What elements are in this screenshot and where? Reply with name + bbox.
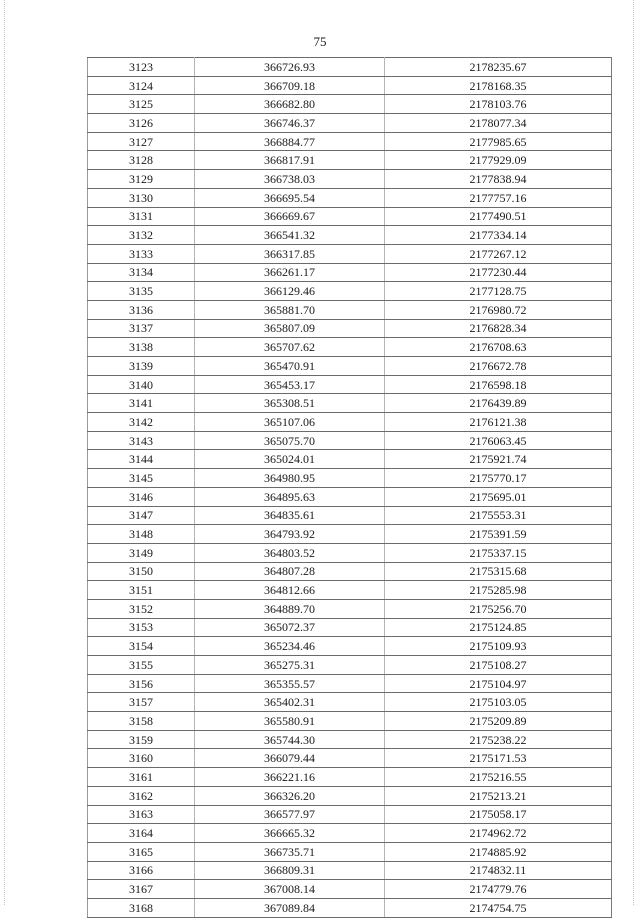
y-coordinate-cell: 2176121.38 xyxy=(385,413,612,432)
x-coordinate-cell: 367008.14 xyxy=(195,880,385,899)
point-id-cell: 3135 xyxy=(88,282,195,301)
y-coordinate-cell: 2178168.35 xyxy=(385,76,612,95)
x-coordinate-cell: 365075.70 xyxy=(195,431,385,450)
y-coordinate-cell: 2175391.59 xyxy=(385,525,612,544)
x-coordinate-cell: 366817.91 xyxy=(195,151,385,170)
y-coordinate-cell: 2174962.72 xyxy=(385,824,612,843)
y-coordinate-cell: 2175213.21 xyxy=(385,786,612,805)
x-coordinate-cell: 366261.17 xyxy=(195,263,385,282)
point-id-cell: 3156 xyxy=(88,674,195,693)
table-row xyxy=(88,730,612,749)
y-coordinate-cell: 2174885.92 xyxy=(385,842,612,861)
y-coordinate-cell: 2176708.63 xyxy=(385,338,612,357)
table-row xyxy=(88,637,612,656)
x-coordinate-cell: 366669.67 xyxy=(195,207,385,226)
point-id-cell: 3139 xyxy=(88,357,195,376)
point-id-cell: 3154 xyxy=(88,637,195,656)
point-id-cell: 3166 xyxy=(88,861,195,880)
table-row xyxy=(88,413,612,432)
point-id-cell: 3153 xyxy=(88,618,195,637)
x-coordinate-cell: 364835.61 xyxy=(195,506,385,525)
y-coordinate-cell: 2175104.97 xyxy=(385,674,612,693)
x-coordinate-cell: 365470.91 xyxy=(195,357,385,376)
y-coordinate-cell: 2176980.72 xyxy=(385,300,612,319)
y-coordinate-cell: 2176063.45 xyxy=(385,431,612,450)
point-id-cell: 3144 xyxy=(88,450,195,469)
table-row xyxy=(88,674,612,693)
x-coordinate-cell: 365707.62 xyxy=(195,338,385,357)
table-row xyxy=(88,132,612,151)
y-coordinate-cell: 2174832.11 xyxy=(385,861,612,880)
table-row xyxy=(88,263,612,282)
point-id-cell: 3138 xyxy=(88,338,195,357)
x-coordinate-cell: 364812.66 xyxy=(195,581,385,600)
y-coordinate-cell: 2175216.55 xyxy=(385,768,612,787)
point-id-cell: 3134 xyxy=(88,263,195,282)
x-coordinate-cell: 366326.20 xyxy=(195,786,385,805)
y-coordinate-cell: 2175770.17 xyxy=(385,469,612,488)
point-id-cell: 3140 xyxy=(88,375,195,394)
x-coordinate-cell: 366709.18 xyxy=(195,76,385,95)
point-id-cell: 3124 xyxy=(88,76,195,95)
y-coordinate-cell: 2175337.15 xyxy=(385,543,612,562)
x-coordinate-cell: 365453.17 xyxy=(195,375,385,394)
x-coordinate-cell: 364807.28 xyxy=(195,562,385,581)
table-row xyxy=(88,786,612,805)
x-coordinate-cell: 366577.97 xyxy=(195,805,385,824)
coordinate-table-body xyxy=(88,58,612,918)
y-coordinate-cell: 2175124.85 xyxy=(385,618,612,637)
x-coordinate-cell: 366809.31 xyxy=(195,861,385,880)
y-coordinate-cell: 2176672.78 xyxy=(385,357,612,376)
point-id-cell: 3143 xyxy=(88,431,195,450)
x-coordinate-cell: 364889.70 xyxy=(195,599,385,618)
table-row xyxy=(88,861,612,880)
table-row xyxy=(88,599,612,618)
point-id-cell: 3132 xyxy=(88,226,195,245)
table-row xyxy=(88,581,612,600)
y-coordinate-cell: 2176598.18 xyxy=(385,375,612,394)
y-coordinate-cell: 2177267.12 xyxy=(385,244,612,263)
table-row xyxy=(88,880,612,899)
x-coordinate-cell: 366884.77 xyxy=(195,132,385,151)
y-coordinate-cell: 2175553.31 xyxy=(385,506,612,525)
coordinate-table xyxy=(87,57,612,918)
y-coordinate-cell: 2175315.68 xyxy=(385,562,612,581)
point-id-cell: 3137 xyxy=(88,319,195,338)
point-id-cell: 3130 xyxy=(88,188,195,207)
point-id-cell: 3127 xyxy=(88,132,195,151)
table-row xyxy=(88,170,612,189)
table-row xyxy=(88,656,612,675)
point-id-cell: 3164 xyxy=(88,824,195,843)
y-coordinate-cell: 2177334.14 xyxy=(385,226,612,245)
x-coordinate-cell: 365308.51 xyxy=(195,394,385,413)
table-row xyxy=(88,431,612,450)
point-id-cell: 3157 xyxy=(88,693,195,712)
x-coordinate-cell: 366221.16 xyxy=(195,768,385,787)
table-row xyxy=(88,319,612,338)
point-id-cell: 3155 xyxy=(88,656,195,675)
table-row xyxy=(88,506,612,525)
table-row xyxy=(88,114,612,133)
x-coordinate-cell: 364793.92 xyxy=(195,525,385,544)
table-row xyxy=(88,712,612,731)
point-id-cell: 3151 xyxy=(88,581,195,600)
table-row xyxy=(88,525,612,544)
y-coordinate-cell: 2175209.89 xyxy=(385,712,612,731)
y-coordinate-cell: 2177985.65 xyxy=(385,132,612,151)
table-row xyxy=(88,768,612,787)
point-id-cell: 3148 xyxy=(88,525,195,544)
x-coordinate-cell: 366541.32 xyxy=(195,226,385,245)
x-coordinate-cell: 365107.06 xyxy=(195,413,385,432)
y-coordinate-cell: 2175238.22 xyxy=(385,730,612,749)
point-id-cell: 3150 xyxy=(88,562,195,581)
point-id-cell: 3128 xyxy=(88,151,195,170)
point-id-cell: 3160 xyxy=(88,749,195,768)
table-row xyxy=(88,562,612,581)
x-coordinate-cell: 364803.52 xyxy=(195,543,385,562)
point-id-cell: 3161 xyxy=(88,768,195,787)
y-coordinate-cell: 2175109.93 xyxy=(385,637,612,656)
point-id-cell: 3142 xyxy=(88,413,195,432)
table-row xyxy=(88,76,612,95)
point-id-cell: 3136 xyxy=(88,300,195,319)
y-coordinate-cell: 2176439.89 xyxy=(385,394,612,413)
y-coordinate-cell: 2175921.74 xyxy=(385,450,612,469)
point-id-cell: 3147 xyxy=(88,506,195,525)
y-coordinate-cell: 2174754.75 xyxy=(385,898,612,917)
table-row xyxy=(88,824,612,843)
point-id-cell: 3145 xyxy=(88,469,195,488)
point-id-cell: 3167 xyxy=(88,880,195,899)
y-coordinate-cell: 2176828.34 xyxy=(385,319,612,338)
point-id-cell: 3149 xyxy=(88,543,195,562)
x-coordinate-cell: 366726.93 xyxy=(195,58,385,77)
point-id-cell: 3146 xyxy=(88,487,195,506)
y-coordinate-cell: 2175285.98 xyxy=(385,581,612,600)
y-coordinate-cell: 2175171.53 xyxy=(385,749,612,768)
y-coordinate-cell: 2178235.67 xyxy=(385,58,612,77)
x-coordinate-cell: 366738.03 xyxy=(195,170,385,189)
table-row xyxy=(88,469,612,488)
table-row xyxy=(88,450,612,469)
y-coordinate-cell: 2178077.34 xyxy=(385,114,612,133)
x-coordinate-cell: 364895.63 xyxy=(195,487,385,506)
y-coordinate-cell: 2177757.16 xyxy=(385,188,612,207)
y-coordinate-cell: 2177490.51 xyxy=(385,207,612,226)
x-coordinate-cell: 365275.31 xyxy=(195,656,385,675)
point-id-cell: 3125 xyxy=(88,95,195,114)
y-coordinate-cell: 2178103.76 xyxy=(385,95,612,114)
point-id-cell: 3165 xyxy=(88,842,195,861)
x-coordinate-cell: 365881.70 xyxy=(195,300,385,319)
table-row xyxy=(88,338,612,357)
y-coordinate-cell: 2175695.01 xyxy=(385,487,612,506)
x-coordinate-cell: 366735.71 xyxy=(195,842,385,861)
table-row xyxy=(88,898,612,917)
table-row xyxy=(88,282,612,301)
point-id-cell: 3158 xyxy=(88,712,195,731)
scan-edge-left xyxy=(4,0,6,905)
y-coordinate-cell: 2177128.75 xyxy=(385,282,612,301)
point-id-cell: 3129 xyxy=(88,170,195,189)
x-coordinate-cell: 366665.32 xyxy=(195,824,385,843)
point-id-cell: 3168 xyxy=(88,898,195,917)
point-id-cell: 3131 xyxy=(88,207,195,226)
page-number: 75 xyxy=(313,34,327,49)
x-coordinate-cell: 365580.91 xyxy=(195,712,385,731)
x-coordinate-cell: 367089.84 xyxy=(195,898,385,917)
y-coordinate-cell: 2177929.09 xyxy=(385,151,612,170)
point-id-cell: 3152 xyxy=(88,599,195,618)
point-id-cell: 3163 xyxy=(88,805,195,824)
y-coordinate-cell: 2177230.44 xyxy=(385,263,612,282)
table-row xyxy=(88,749,612,768)
x-coordinate-cell: 366746.37 xyxy=(195,114,385,133)
table-row xyxy=(88,375,612,394)
scan-edge-right xyxy=(633,0,635,905)
point-id-cell: 3126 xyxy=(88,114,195,133)
y-coordinate-cell: 2175256.70 xyxy=(385,599,612,618)
table-row xyxy=(88,693,612,712)
table-row xyxy=(88,618,612,637)
table-row xyxy=(88,188,612,207)
y-coordinate-cell: 2177838.94 xyxy=(385,170,612,189)
table-row xyxy=(88,58,612,77)
table-row xyxy=(88,487,612,506)
point-id-cell: 3123 xyxy=(88,58,195,77)
x-coordinate-cell: 366682.80 xyxy=(195,95,385,114)
x-coordinate-cell: 365355.57 xyxy=(195,674,385,693)
table-row xyxy=(88,207,612,226)
table-row xyxy=(88,543,612,562)
x-coordinate-cell: 366129.46 xyxy=(195,282,385,301)
table-row xyxy=(88,300,612,319)
table-row xyxy=(88,842,612,861)
table-row xyxy=(88,805,612,824)
y-coordinate-cell: 2175108.27 xyxy=(385,656,612,675)
point-id-cell: 3162 xyxy=(88,786,195,805)
table-row xyxy=(88,244,612,263)
x-coordinate-cell: 365024.01 xyxy=(195,450,385,469)
x-coordinate-cell: 366079.44 xyxy=(195,749,385,768)
x-coordinate-cell: 364980.95 xyxy=(195,469,385,488)
y-coordinate-cell: 2175103.05 xyxy=(385,693,612,712)
point-id-cell: 3159 xyxy=(88,730,195,749)
y-coordinate-cell: 2174779.76 xyxy=(385,880,612,899)
table-row xyxy=(88,394,612,413)
table-row xyxy=(88,226,612,245)
table-row xyxy=(88,151,612,170)
point-id-cell: 3141 xyxy=(88,394,195,413)
x-coordinate-cell: 366695.54 xyxy=(195,188,385,207)
x-coordinate-cell: 365744.30 xyxy=(195,730,385,749)
x-coordinate-cell: 365234.46 xyxy=(195,637,385,656)
table-row xyxy=(88,357,612,376)
x-coordinate-cell: 365072.37 xyxy=(195,618,385,637)
x-coordinate-cell: 366317.85 xyxy=(195,244,385,263)
y-coordinate-cell: 2175058.17 xyxy=(385,805,612,824)
point-id-cell: 3133 xyxy=(88,244,195,263)
x-coordinate-cell: 365807.09 xyxy=(195,319,385,338)
x-coordinate-cell: 365402.31 xyxy=(195,693,385,712)
table-row xyxy=(88,95,612,114)
